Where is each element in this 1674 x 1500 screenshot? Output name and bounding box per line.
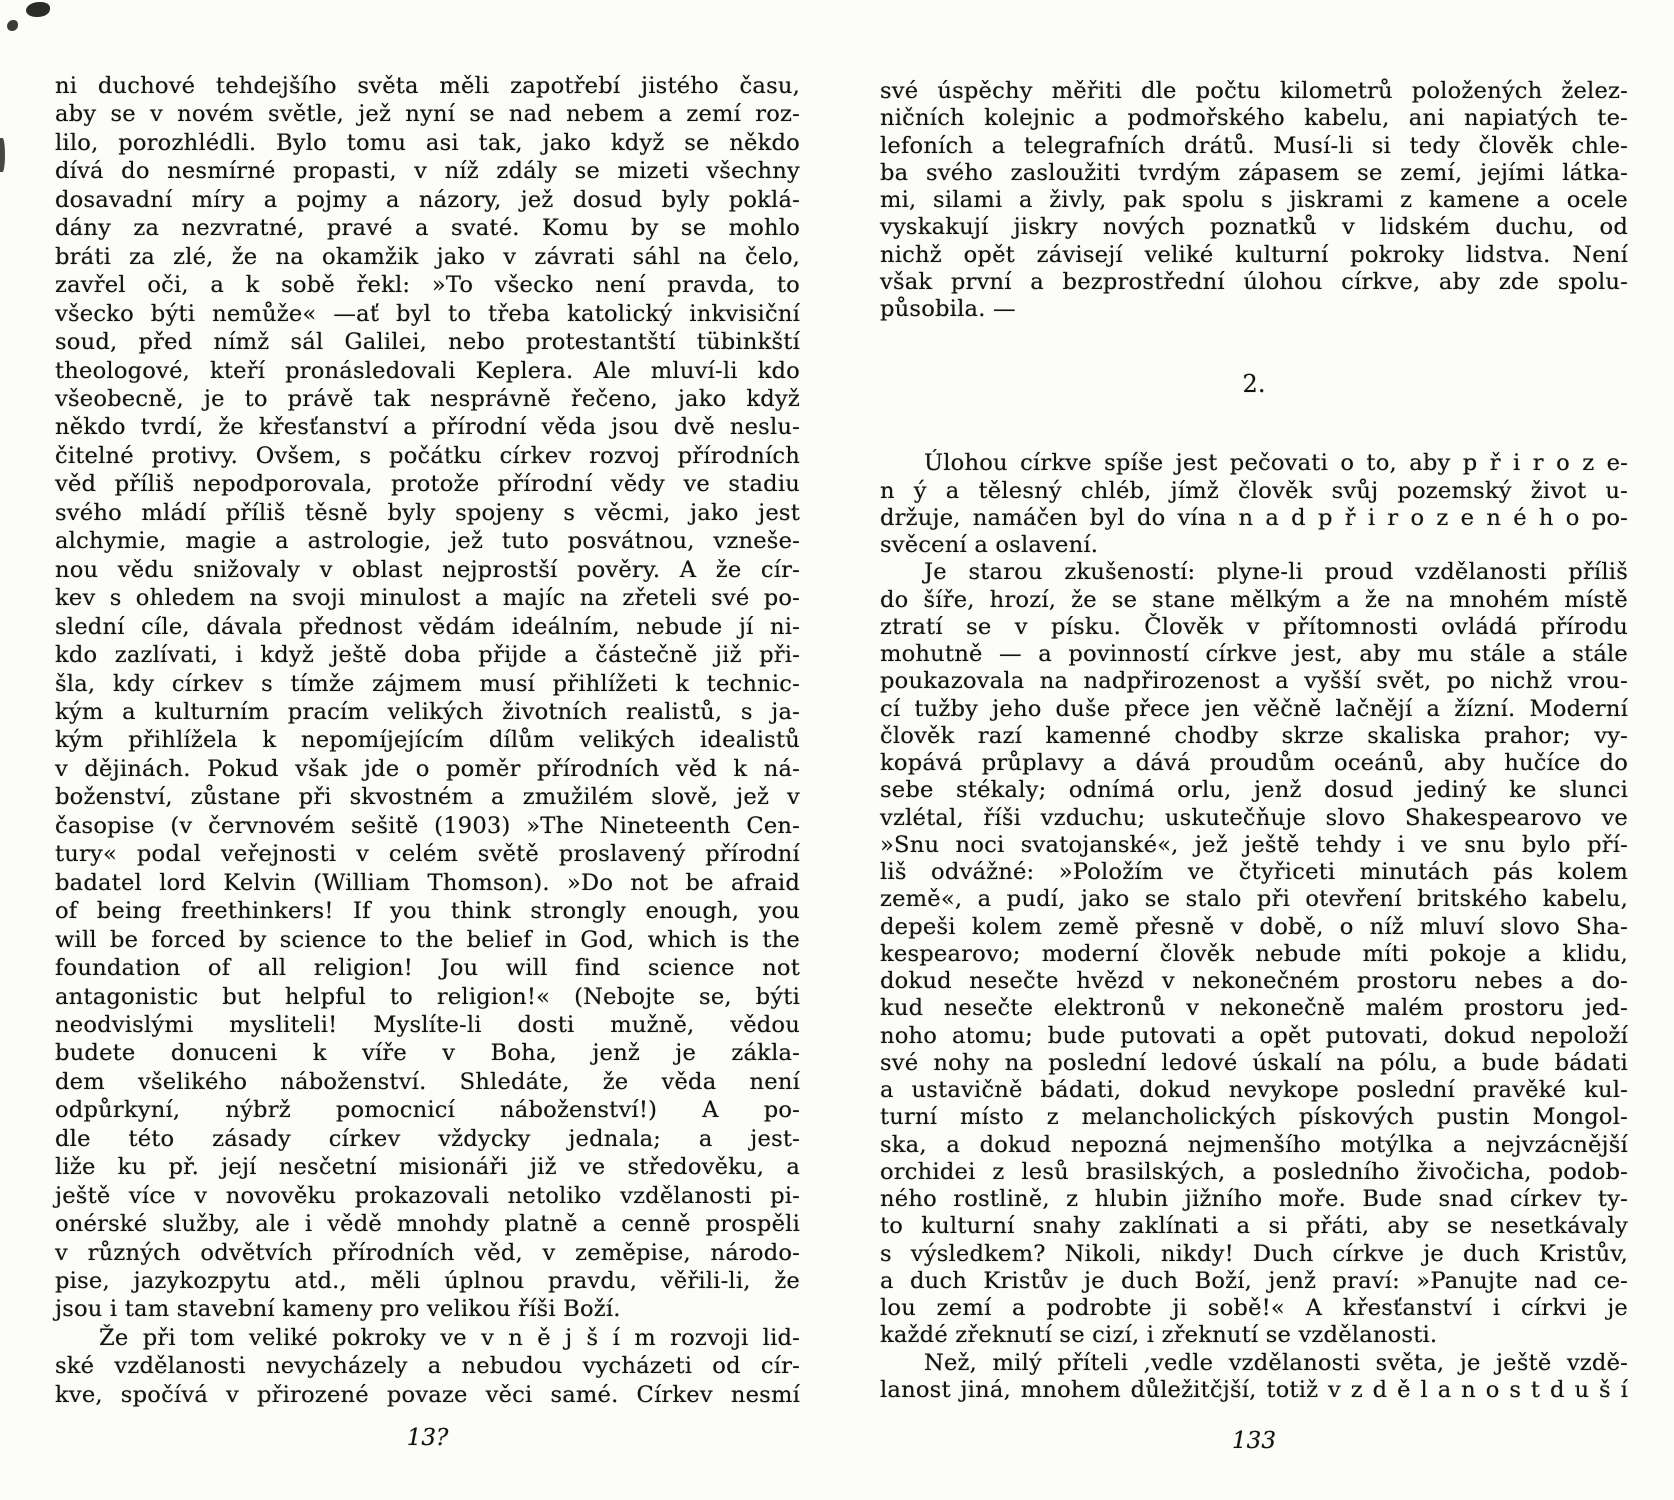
text-line: mi, silami a živly, pak spolu s jiskrami z kamene a ocele (880, 187, 1628, 213)
text-line: a ustavičně bádati, dokud nevykope poslední pravěké kul- (880, 1077, 1628, 1103)
text-line: všecko býti nemůže« —ať byl to třeba katolický inkvisiční (55, 300, 800, 327)
section-heading: 2. (1242, 370, 1266, 399)
text-line: kev s ohledem na svoji minulost a majíc na zřeteli své po- (55, 585, 800, 612)
text-line: vyskakují jiskry nových poznatků v lidském duchu, od (880, 214, 1628, 241)
scan-smudge (26, 2, 50, 17)
text-line: »Snu noci svatojanské«, jež ještě tehdy i ve snu bylo pří- (880, 831, 1628, 858)
text-line: vzlétal, říši vzduchu; uskutečňuje slovo Shakespearovo ve (880, 804, 1628, 831)
text-line: ba svého zasloužiti tvrdým zápasem se zemí, jejími látka- (880, 159, 1628, 186)
page-number-right: 133 (1232, 1428, 1276, 1454)
text-line: pise, jazykozpytu atd., měli úplnou pravdu, věřili-li, že (55, 1268, 800, 1295)
page-number-left: 13? (406, 1425, 449, 1451)
text-line: neodvislými mysliteli! Myslíte-li dosti mužně, vědou (55, 1011, 800, 1038)
text-line: země«, a pudí, jako se stalo při otevření britského kabelu, (880, 886, 1628, 913)
text-line: budete donuceni k víře v Boha, jenž je zákla- (55, 1040, 800, 1067)
text-line: to kulturní snahy zaklínati a si přáti, aby se nesetkávaly (880, 1213, 1628, 1240)
paragraph (55, 1324, 800, 1409)
text-line: ska, a dokud nepozná nejmenšího motýlka a nejvzácnější (880, 1131, 1628, 1158)
text-line: držuje, namáčen byl do vína n a d p ř i r o z e n é h o po- (880, 504, 1628, 531)
text-line: badatel lord Kelvin (William Thomson). »Do not be afraid (55, 869, 800, 896)
text-line: poukazovala na nadpřirozenost a vyšší svět, po nichž vrou- (880, 668, 1628, 695)
text-line: foundation of all religion! Jou will find science not (55, 955, 800, 982)
text-line: mohutně — a povinností církve jest, aby mu stále a stále (880, 641, 1628, 667)
text-line: slední cíle, dávala přednost vědám ideálním, nebude jí ni- (55, 613, 800, 640)
text-line: dem všelikého náboženství. Shledáte, že věda není (55, 1068, 800, 1095)
text-line: odpůrkyní, nýbrž pomocnicí náboženství!) A po- (55, 1097, 800, 1124)
text-line: svého mládí příliš těsně byly spojeny s věcmi, jako jest (55, 499, 800, 526)
text-line: věd příliš nepodporovala, protože přírodní vědy ve stadiu (55, 471, 800, 498)
text-line: dívá do nesmírné propasti, v níž zdály se mizeti všechny (55, 158, 800, 185)
text-line: of being freethinkers! If you think strongly enough, you (55, 898, 800, 925)
text-line: nichž opět závisejí veliké kulturní pokroky lidstva. Není (880, 241, 1628, 268)
text-line: cí tužby jeho duše přece jen věčně lačnějí a žízní. Moderní (880, 695, 1628, 722)
text-line: ného rostlině, z hlubin jižního moře. Bude snad církev ty- (880, 1186, 1628, 1212)
text-line: zavřel oči, a k sobě řekl: »To všecko není pravda, to (55, 272, 800, 299)
scan-smudge (7, 20, 18, 31)
text-line: Než, milý příteli ,vedle vzdělanosti světa, je ještě vzdě- (924, 1349, 1628, 1376)
text-line: každé zřeknutí se cizí, i zřeknutí se vzdělanosti. (880, 1322, 1438, 1349)
text-line: lefoních a telegrafních drátů. Musí-li si tedy člověk chle- (880, 132, 1628, 159)
text-line: ztratí se v písku. Člověk v přítomnosti ovládá přírodu (880, 613, 1628, 640)
text-line: dle této zásady církev vždycky jednala; a jest- (55, 1125, 800, 1152)
text-line: šla, kdy církev s tímže zájmem musí přihlížeti k technic- (55, 670, 800, 697)
text-line: kým přihlížela k nepomíjejícím dílům velikých idealistů (55, 727, 800, 754)
text-line: kopává průplavy a dává proudům oceánů, aby hučíce do (880, 750, 1628, 776)
text-line: noho atomu; bude putovati a opět putovati, dokud nepoloží (880, 1022, 1628, 1049)
paragraph (880, 78, 1628, 323)
scan-smudge (0, 138, 5, 172)
text-line: liš odvážné: »Položím ve čtyřiceti minutách pás kolem (880, 859, 1628, 885)
text-line: působila. — (880, 296, 1016, 322)
text-line: dány za nezvratné, pravé a svaté. Komu by se mohlo (55, 215, 800, 242)
right-page-text-column (880, 78, 1628, 1404)
text-line: lilo, porozhlédli. Bylo tomu asi tak, jako když se někdo (55, 129, 800, 156)
text-line: turní místo z melancholických pískových pustin Mongol- (880, 1104, 1628, 1131)
text-line: někdo tvrdí, že křesťanství a přírodní věda jsou dvě neslu- (55, 414, 800, 441)
text-line: orchidei z lesů brasilských, a posledního živočicha, podob- (880, 1158, 1628, 1185)
text-line: antagonistic but helpful to religion!« (Nebojte se, býti (55, 983, 800, 1010)
text-line: časopise (v červnovém sešitě (1903) »The Nineteenth Cen- (55, 812, 800, 839)
paragraph (880, 559, 1628, 1349)
paragraph (880, 1350, 1628, 1405)
text-line: ničních kolejnic a podmořského kabelu, ani napiatých te- (880, 105, 1628, 132)
text-line: do šíře, hrozí, že se stane mělkým a že na mnohém místě (880, 586, 1628, 613)
text-line: Úlohou církve spíše jest pečovati o to, aby p ř i r o z e- (924, 450, 1628, 477)
text-line: theologové, kteří pronásledovali Keplera. Ale mluví-li kdo (55, 357, 800, 384)
text-line: n ý a tělesný chléb, jímž člověk svůj pozemský život u- (880, 477, 1628, 504)
text-line: v různých odvětvích přírodních věd, v zeměpise, národo- (55, 1239, 800, 1266)
text-line: čitelné protivy. Ovšem, s počátku církev rozvoj přírodních (55, 442, 800, 469)
text-line: své úspěchy měřiti dle počtu kilometrů položených želez- (880, 78, 1628, 104)
paragraph (55, 72, 800, 1324)
paragraph (880, 450, 1628, 559)
text-line: boženství, zůstane při skvostném a zmužilém slově, jež v (55, 784, 800, 811)
text-line: nou vědu snižovaly v oblast nejprostší pověry. A že cír- (55, 556, 800, 583)
text-line: svěcení a oslavení. (880, 532, 1099, 558)
text-line: aby se v novém světle, jež nyní se nad nebem a zemí roz- (55, 101, 800, 128)
text-line: will be forced by science to the belief in God, which is the (55, 926, 800, 953)
text-line: dokud nesečte hvězd v nekonečném prostoru nebes a do- (880, 968, 1628, 994)
text-line: onérské služby, ale i vědě mnohdy platně a cenně prospěli (55, 1211, 800, 1238)
text-line: tury« podal veřejnosti v celém světě proslavený přírodní (55, 841, 800, 868)
text-line: dosavadní míry a pojmy a názory, jež dosud byly poklá- (55, 186, 800, 213)
text-line: všeobecně, je to právě tak nesprávně řečeno, jako když (55, 385, 800, 412)
text-line: ještě více v novověku prokazovali netoliko vzdělanosti pi- (55, 1182, 800, 1209)
text-line: Že při tom veliké pokroky ve v n ě j š í m rozvoji lid- (99, 1324, 800, 1351)
text-line: s výsledkem? Nikoli, nikdy! Duch církve je duch Kristův, (880, 1240, 1628, 1267)
text-line: soud, před nímž sál Galilei, nebo protestantští tübinkští (55, 329, 800, 356)
text-line: sebe stékaly; odnímá orlu, jenž dosud jediný ke slunci (880, 777, 1628, 804)
text-line: lou zemí a podrobte ji sobě!« A křesťanství i církvi je (880, 1295, 1628, 1321)
left-page-text-column (55, 72, 800, 1409)
text-line: depeši kolem země přesně v době, o níž mluví slovo Sha- (880, 913, 1628, 940)
text-line: ni duchové tehdejšího světa měli zapotřebí jistého času, (55, 73, 800, 99)
text-line: alchymie, magie a astrologie, jež tuto posvátnou, vzneše- (55, 528, 800, 555)
text-line: ské vzdělanosti nevycházely a nebudou vycházeti od cír- (55, 1353, 800, 1380)
text-line: kve, spočívá v přirozené povaze věci samé. Církev nesmí (55, 1381, 800, 1408)
text-line: liže ku př. její nesčetní misionáři již ve středověku, a (55, 1154, 800, 1181)
text-line: však první a bezprostřední úlohou církve, aby zde spolu- (880, 268, 1628, 295)
text-line: a duch Kristův je duch Boží, jenž praví: »Panujte nad ce- (880, 1267, 1628, 1294)
text-line: Je starou zkušeností: plyne-li proud vzdělanosti příliš (924, 559, 1628, 586)
text-line: kým a kulturním pracím velikých životních realistů, s ja- (55, 698, 800, 725)
text-line: kud nesečte elektronů v nekonečně malém prostoru jed- (880, 995, 1628, 1022)
text-line: lanost jiná, mnohem důležitčjší, totiž v z d ě l a n o s t d u š í (880, 1376, 1628, 1403)
text-line: jsou i tam stavební kameny pro velikou říši Boží. (55, 1296, 621, 1323)
text-line: člověk razí kamenné chodby skrze skaliska prahor; vy- (880, 722, 1628, 749)
text-line: bráti za zlé, že na okamžik jako v závrati sáhl na čelo, (55, 243, 800, 270)
text-line: své nohy na poslední ledové úskalí na pólu, a bude bádati (880, 1049, 1628, 1076)
text-line: kdo zazlívati, i když ještě doba přijde a částečně již při- (55, 642, 800, 669)
text-line: kespearovo; moderní člověk nebude míti pokoje a klidu, (880, 940, 1628, 967)
text-line: v dějinách. Pokud však jde o poměr přírodních věd k ná- (55, 755, 800, 782)
